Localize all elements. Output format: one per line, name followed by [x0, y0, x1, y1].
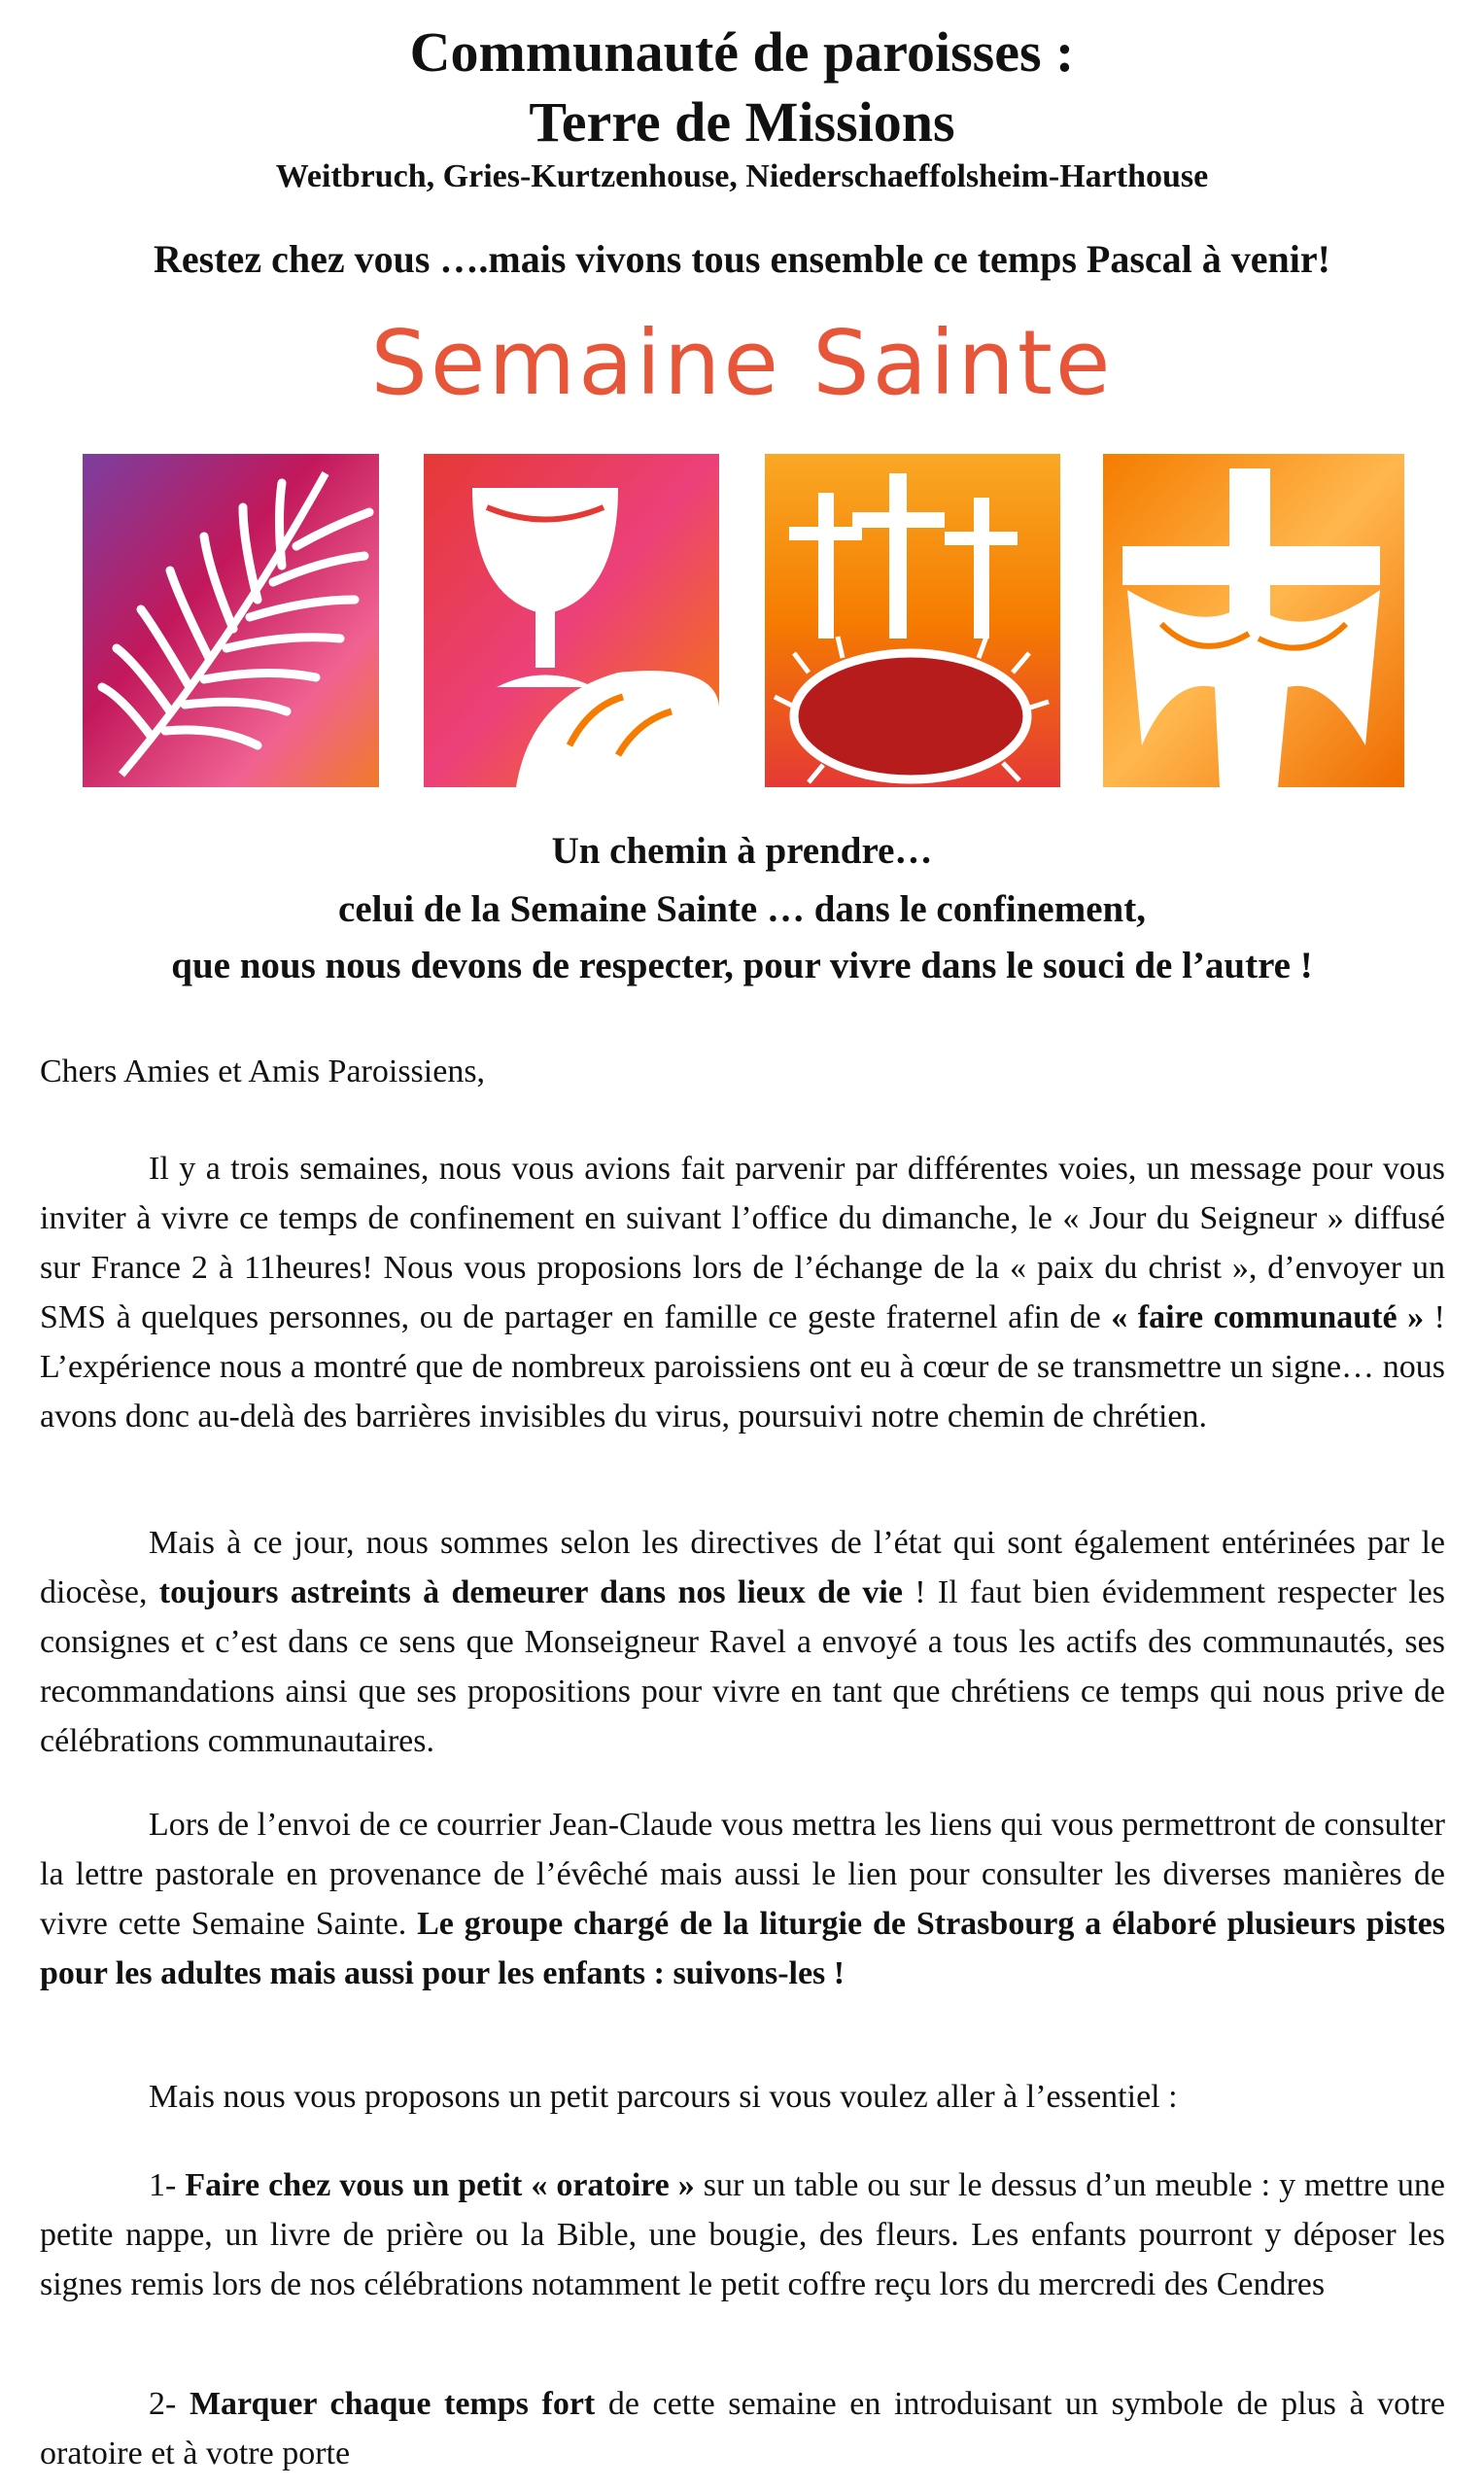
list-item-2 — [40, 2379, 1445, 2478]
tagline: Restez chez vous ….mais vivons tous ensemble ce temps Pascal à venir! — [154, 237, 1330, 281]
chalice-bread-icon — [424, 454, 719, 787]
paragraph-2-bold: toujours astreints à demeurer dans nos lieux de vie — [158, 1574, 903, 1610]
holy-week-banner-title: Semaine Sainte — [370, 311, 1114, 415]
paragraph-1-text-end: ! L’expérience nous a montré que de nombreux paroissiens ont eu à cœur de se transmettre un signe… nous avons donc au-delà des barrières invisibles du virus, poursuivi notre chemin de chrétien. — [40, 1299, 1445, 1434]
list-item-2-bold: Marquer chaque temps fort — [189, 2386, 596, 2422]
paragraph-1 — [40, 1144, 1445, 1441]
paragraph-4-text: Mais nous vous proposons un petit parcours si vous voulez aller à l’essentiel : — [149, 2079, 1178, 2115]
list-item-1-text: sur un table ou sur le dessus d’un meuble : y mettre une petite nappe, un livre de prière ou la Bible, une bougie, des fleurs. Les enfants pourront y déposer les signes remis lors de nos célébrations notamment le petit coffre reçu lors du mercredi des Cendres — [40, 2167, 1445, 2302]
intro-line-3: que nous nous devons de respecter, pour vivre dans le souci de l’autre ! — [171, 945, 1313, 986]
paragraph-4 — [40, 2072, 1445, 2122]
cross-shroud-icon — [1103, 454, 1404, 787]
intro-line-2: celui de la Semaine Sainte … dans le confinement, — [338, 888, 1146, 930]
greeting — [40, 1047, 1445, 1096]
paragraph-3 — [40, 1800, 1445, 1998]
list-item-2-number: 2- — [149, 2386, 177, 2422]
paragraph-2-text: Mais à ce jour, nous sommes selon les directives de l’état qui sont également entérinées par le diocèse, — [40, 1525, 1445, 1610]
list-item-2-text: de cette semaine en introduisant un symbole de plus à votre oratoire et à votre porte — [40, 2386, 1445, 2471]
parish-list: Weitbruch, Gries-Kurtzenhouse, Niederschaeffolsheim-Harthouse — [275, 158, 1209, 194]
paragraph-3-bold: Le groupe chargé de la liturgie de Strasbourg a élaboré plusieurs pistes pour les adultes mais aussi pour les enfants : suivons-les ! — [40, 1906, 1445, 1991]
paragraph-3-text: Lors de l’envoi de ce courrier Jean-Claude vous mettra les liens qui vous permettront de consulter la lettre pastorale en provenance de l’évêché mais aussi le lien pour consulter les diverses manières de vivre cette Semaine Sainte. — [40, 1807, 1445, 1942]
list-item-1 — [40, 2160, 1445, 2309]
intro-line-1: Un chemin à prendre… — [551, 830, 933, 872]
crosses-thorns-icon — [765, 454, 1060, 787]
holy-week-banner — [83, 454, 1404, 787]
document-title-line2: Terre de Missions — [529, 90, 955, 154]
paragraph-2-text-end: ! Il faut bien évidemment respecter les consignes et c’est dans ce sens que Monseigneur Ravel a envoyé a tous les actifs des communautés, ses recommandations ainsi que ses propositions pour vivre en tant que chrétiens ce temps qui nous prive de célébrations communautaires. — [40, 1574, 1445, 1759]
paragraph-1-text: Il y a trois semaines, nous vous avions fait parvenir par différentes voies, un message pour vous inviter à vivre ce temps de confinement en suivant l’office du dimanche, le « Jour du Seigneur » diffusé sur France 2 à 11heures! Nous vous proposions lors de l’échange de la « paix du christ », d’envoyer un SMS à quelques personnes, ou de partager en famille ce geste fraternel afin de — [40, 1151, 1445, 1335]
palm-branch-icon — [83, 454, 379, 787]
paragraph-1-bold: « faire communauté » — [1111, 1299, 1425, 1335]
document-title: Communauté de paroisses : — [409, 20, 1075, 84]
paragraph-2 — [40, 1518, 1445, 1766]
list-item-1-bold: Faire chez vous un petit « oratoire » — [185, 2167, 695, 2203]
greeting-text: Chers Amies et Amis Paroissiens, — [40, 1054, 486, 1089]
list-item-1-number: 1- — [149, 2167, 177, 2203]
